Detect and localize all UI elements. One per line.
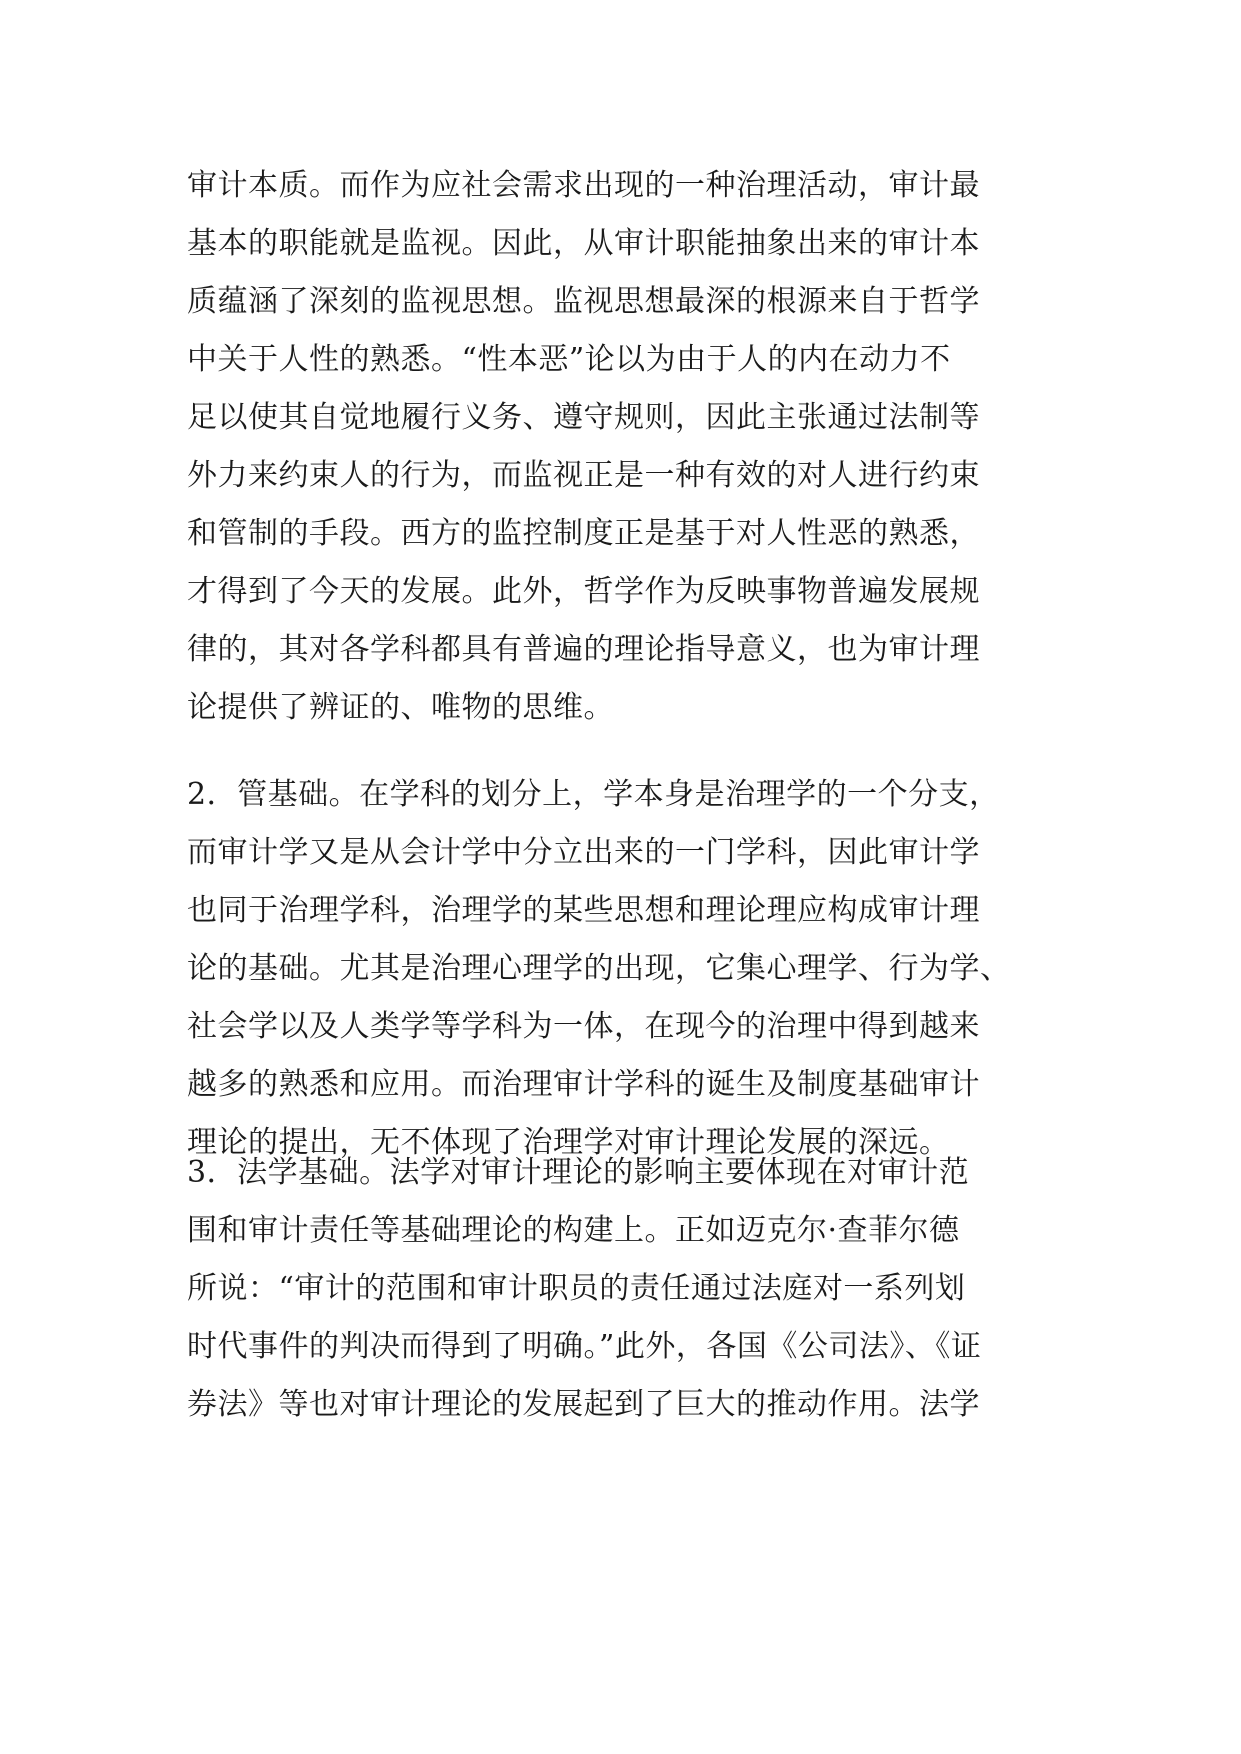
text-line: 围和审计责任等基础理论的构建上。正如迈克尔·查菲尔德 [187, 1213, 960, 1248]
text-line: 基本的职能就是监视。因此，从审计职能抽象出来的审计本 [187, 226, 980, 261]
text-line: 论提供了辨证的、唯物的思维。 [187, 690, 614, 725]
text-line: 时代事件的判决而得到了明确。”此外，各国《公司法》、《证 [187, 1329, 982, 1364]
text-line: 律的，其对各学科都具有普遍的理论指导意义，也为审计理 [187, 632, 980, 667]
text-line: 足以使其自觉地履行义务、遵守规则，因此主张通过法制等 [187, 400, 980, 435]
text-line: 才得到了今天的发展。此外，哲学作为反映事物普遍发展规 [187, 574, 980, 609]
text-line: 也同于治理学科，治理学的某些思想和理论理应构成审计理 [187, 893, 980, 928]
text-line: 论的基础。尤其是治理心理学的出现，它集心理学、行为学、 [187, 951, 1011, 986]
text-line: 券法》等也对审计理论的发展起到了巨大的推动作用。法学 [187, 1387, 980, 1422]
text-line: 越多的熟悉和应用。而治理审计学科的诞生及制度基础审计 [187, 1067, 980, 1102]
text-line: 社会学以及人类学等学科为一体，在现今的治理中得到越来 [187, 1009, 980, 1044]
text-line: 2．管基础。在学科的划分上，学本身是治理学的一个分支， [187, 777, 1000, 812]
text-line: 外力来约束人的行为，而监视正是一种有效的对人进行约束 [187, 458, 980, 493]
text-line: 和管制的手段。西方的监控制度正是基于对人性恶的熟悉， [187, 516, 980, 551]
text-line: 3．法学基础。法学对审计理论的影响主要体现在对审计范 [187, 1155, 970, 1190]
text-line: 质蕴涵了深刻的监视思想。监视思想最深的根源来自于哲学 [187, 284, 980, 319]
paragraph-law-basis [187, 1144, 1067, 1434]
text-line: 而审计学又是从会计学中分立出来的一门学科，因此审计学 [187, 835, 980, 870]
text-line: 中关于人性的熟悉。“性本恶”论以为由于人的内在动力不 [187, 342, 951, 377]
text-line: 审计本质。而作为应社会需求出现的一种治理活动，审计最 [187, 168, 980, 203]
text-line: 理论的提出，无不体现了治理学对审计理论发展的深远。 [187, 1125, 950, 1160]
text-line: 所说：“审计的范围和审计职员的责任通过法庭对一系列划 [187, 1271, 966, 1306]
paragraph-management-basis [187, 766, 1067, 1172]
paragraph-philosophy-basis [187, 157, 1067, 737]
